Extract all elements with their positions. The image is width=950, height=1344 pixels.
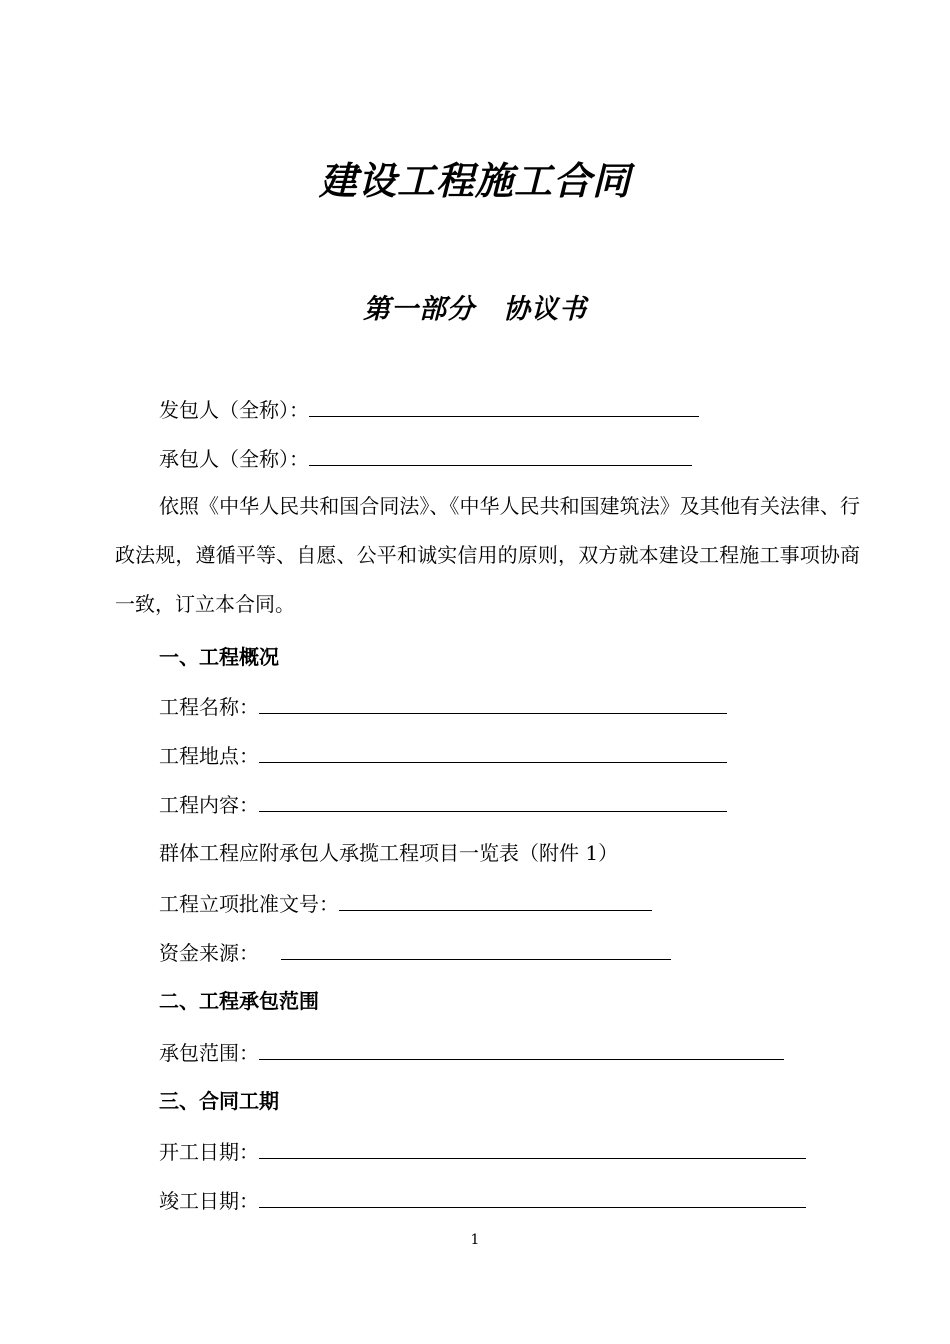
part-title: 第一部分 协议书 [363, 294, 587, 325]
contractor-field[interactable] [309, 443, 692, 466]
funding-source-field[interactable] [281, 937, 671, 960]
employer-field[interactable] [309, 394, 699, 417]
funding-source-label: 资金来源： [159, 941, 259, 965]
contractor-label: 承包人（全称）： [159, 447, 309, 471]
approval-number-row [159, 888, 652, 918]
project-content-field[interactable] [259, 789, 727, 812]
project-content-row [159, 789, 727, 819]
project-name-field[interactable] [259, 691, 727, 714]
project-name-label: 工程名称： [159, 695, 259, 719]
employer-row [159, 394, 699, 424]
scope-field[interactable] [259, 1037, 784, 1060]
project-location-row [159, 740, 727, 770]
section3-heading: 三、合同工期 [159, 1089, 279, 1113]
project-content-label: 工程内容： [159, 793, 259, 817]
approval-number-field[interactable] [339, 888, 652, 911]
group-project-note: 群体工程应附承包人承揽工程项目一览表（附件 1） [159, 841, 619, 865]
finish-date-row [159, 1185, 806, 1215]
start-date-row [159, 1136, 806, 1166]
contractor-row [159, 443, 692, 473]
start-date-label: 开工日期： [159, 1140, 259, 1164]
start-date-field[interactable] [259, 1136, 806, 1159]
page-number: 1 [470, 1232, 480, 1248]
finish-date-field[interactable] [259, 1185, 806, 1208]
approval-number-label: 工程立项批准文号： [159, 892, 339, 916]
document-title: 建设工程施工合同 [318, 159, 631, 203]
scope-label: 承包范围： [159, 1041, 259, 1065]
employer-label: 发包人（全称）： [159, 398, 309, 422]
scope-row [159, 1037, 784, 1067]
project-name-row [159, 691, 727, 721]
finish-date-label: 竣工日期： [159, 1189, 259, 1213]
project-location-label: 工程地点： [159, 744, 259, 768]
section2-heading: 二、工程承包范围 [159, 989, 319, 1013]
project-location-field[interactable] [259, 740, 727, 763]
preamble-paragraph: 依照《中华人民共和国合同法》、《中华人民共和国建筑法》及其他有关法律、行政法规，遵循平等、自愿、公平和诚实信用的原则，双方就本建设工程施工事项协商一致，订立本合同。 [115, 494, 860, 616]
section1-heading: 一、工程概况 [159, 645, 279, 669]
funding-source-row [159, 937, 671, 967]
